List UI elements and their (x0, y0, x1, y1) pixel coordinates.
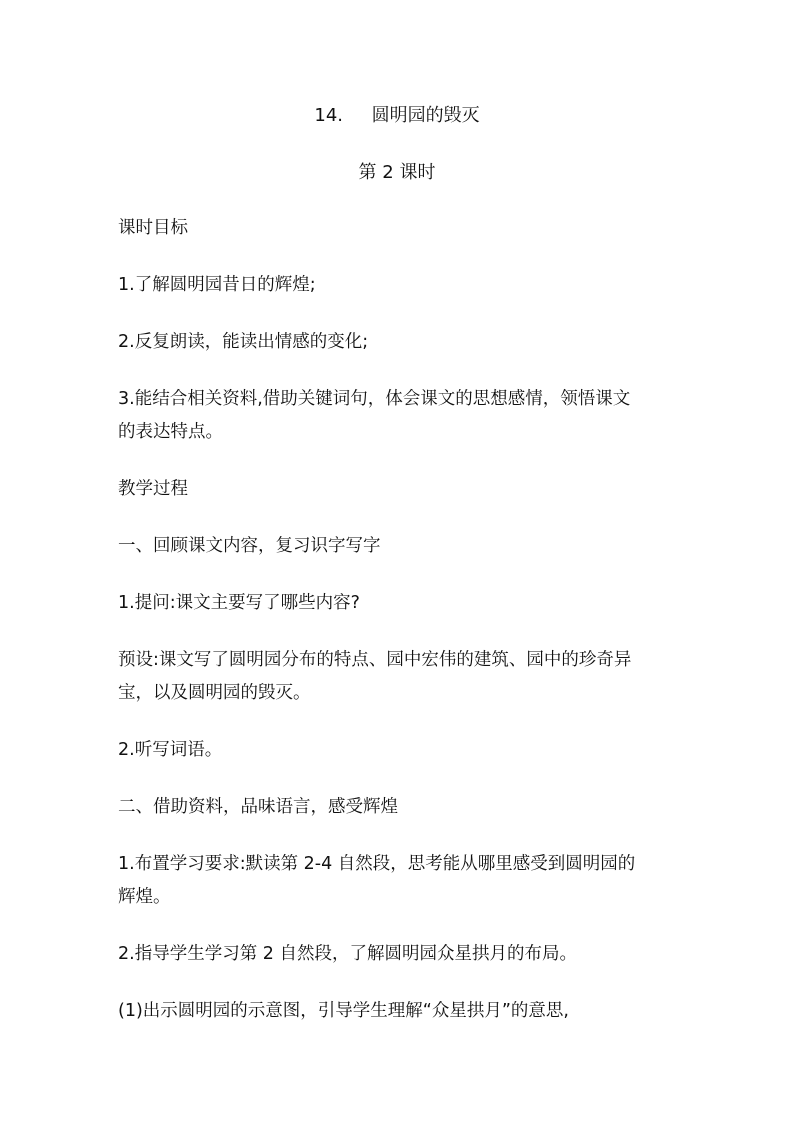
section-heading-objectives: 课时目标 (118, 218, 188, 238)
document-body (118, 216, 678, 1024)
step-2-heading: 二、借助资料，品味语言，感受辉煌 (118, 797, 398, 817)
document-subtitle: 第 2 课时 (358, 162, 436, 183)
step-1-heading: 一、回顾课文内容，复习识字写字 (118, 536, 381, 556)
step-2-guidance: 2.指导学生学习第 2 自然段，了解圆明园众星拱月的布局。 (118, 944, 577, 964)
document-title: 14. 圆明园的毁灭 (314, 105, 480, 126)
step-1-dictation: 2.听写词语。 (118, 740, 223, 760)
step-2-guidance-sub-1: (1)出示圆明园的示意图，引导学生理解“众星拱月”的意思, (118, 1001, 569, 1021)
objective-3-line-2: 的表达特点。 (118, 422, 223, 442)
section-heading-process: 教学过程 (118, 479, 188, 499)
step-1-answer-line-2: 宝，以及圆明园的毁灭。 (118, 683, 311, 703)
step-2-task-line-1: 1.布置学习要求:默读第 2-4 自然段，思考能从哪里感受到圆明园的 (118, 854, 636, 874)
step-1-question: 1.提问:课文主要写了哪些内容? (118, 593, 360, 613)
objective-3-line-1: 3.能结合相关资料,借助关键词句，体会课文的思想感情，领悟课文 (118, 389, 631, 409)
objective-2: 2.反复朗读，能读出情感的变化; (118, 332, 369, 352)
step-2-task-line-2: 辉煌。 (118, 887, 171, 907)
objective-1: 1.了解圆明园昔日的辉煌; (118, 275, 316, 295)
step-1-answer-line-1: 预设:课文写了圆明园分布的特点、园中宏伟的建筑、园中的珍奇异 (118, 650, 632, 670)
